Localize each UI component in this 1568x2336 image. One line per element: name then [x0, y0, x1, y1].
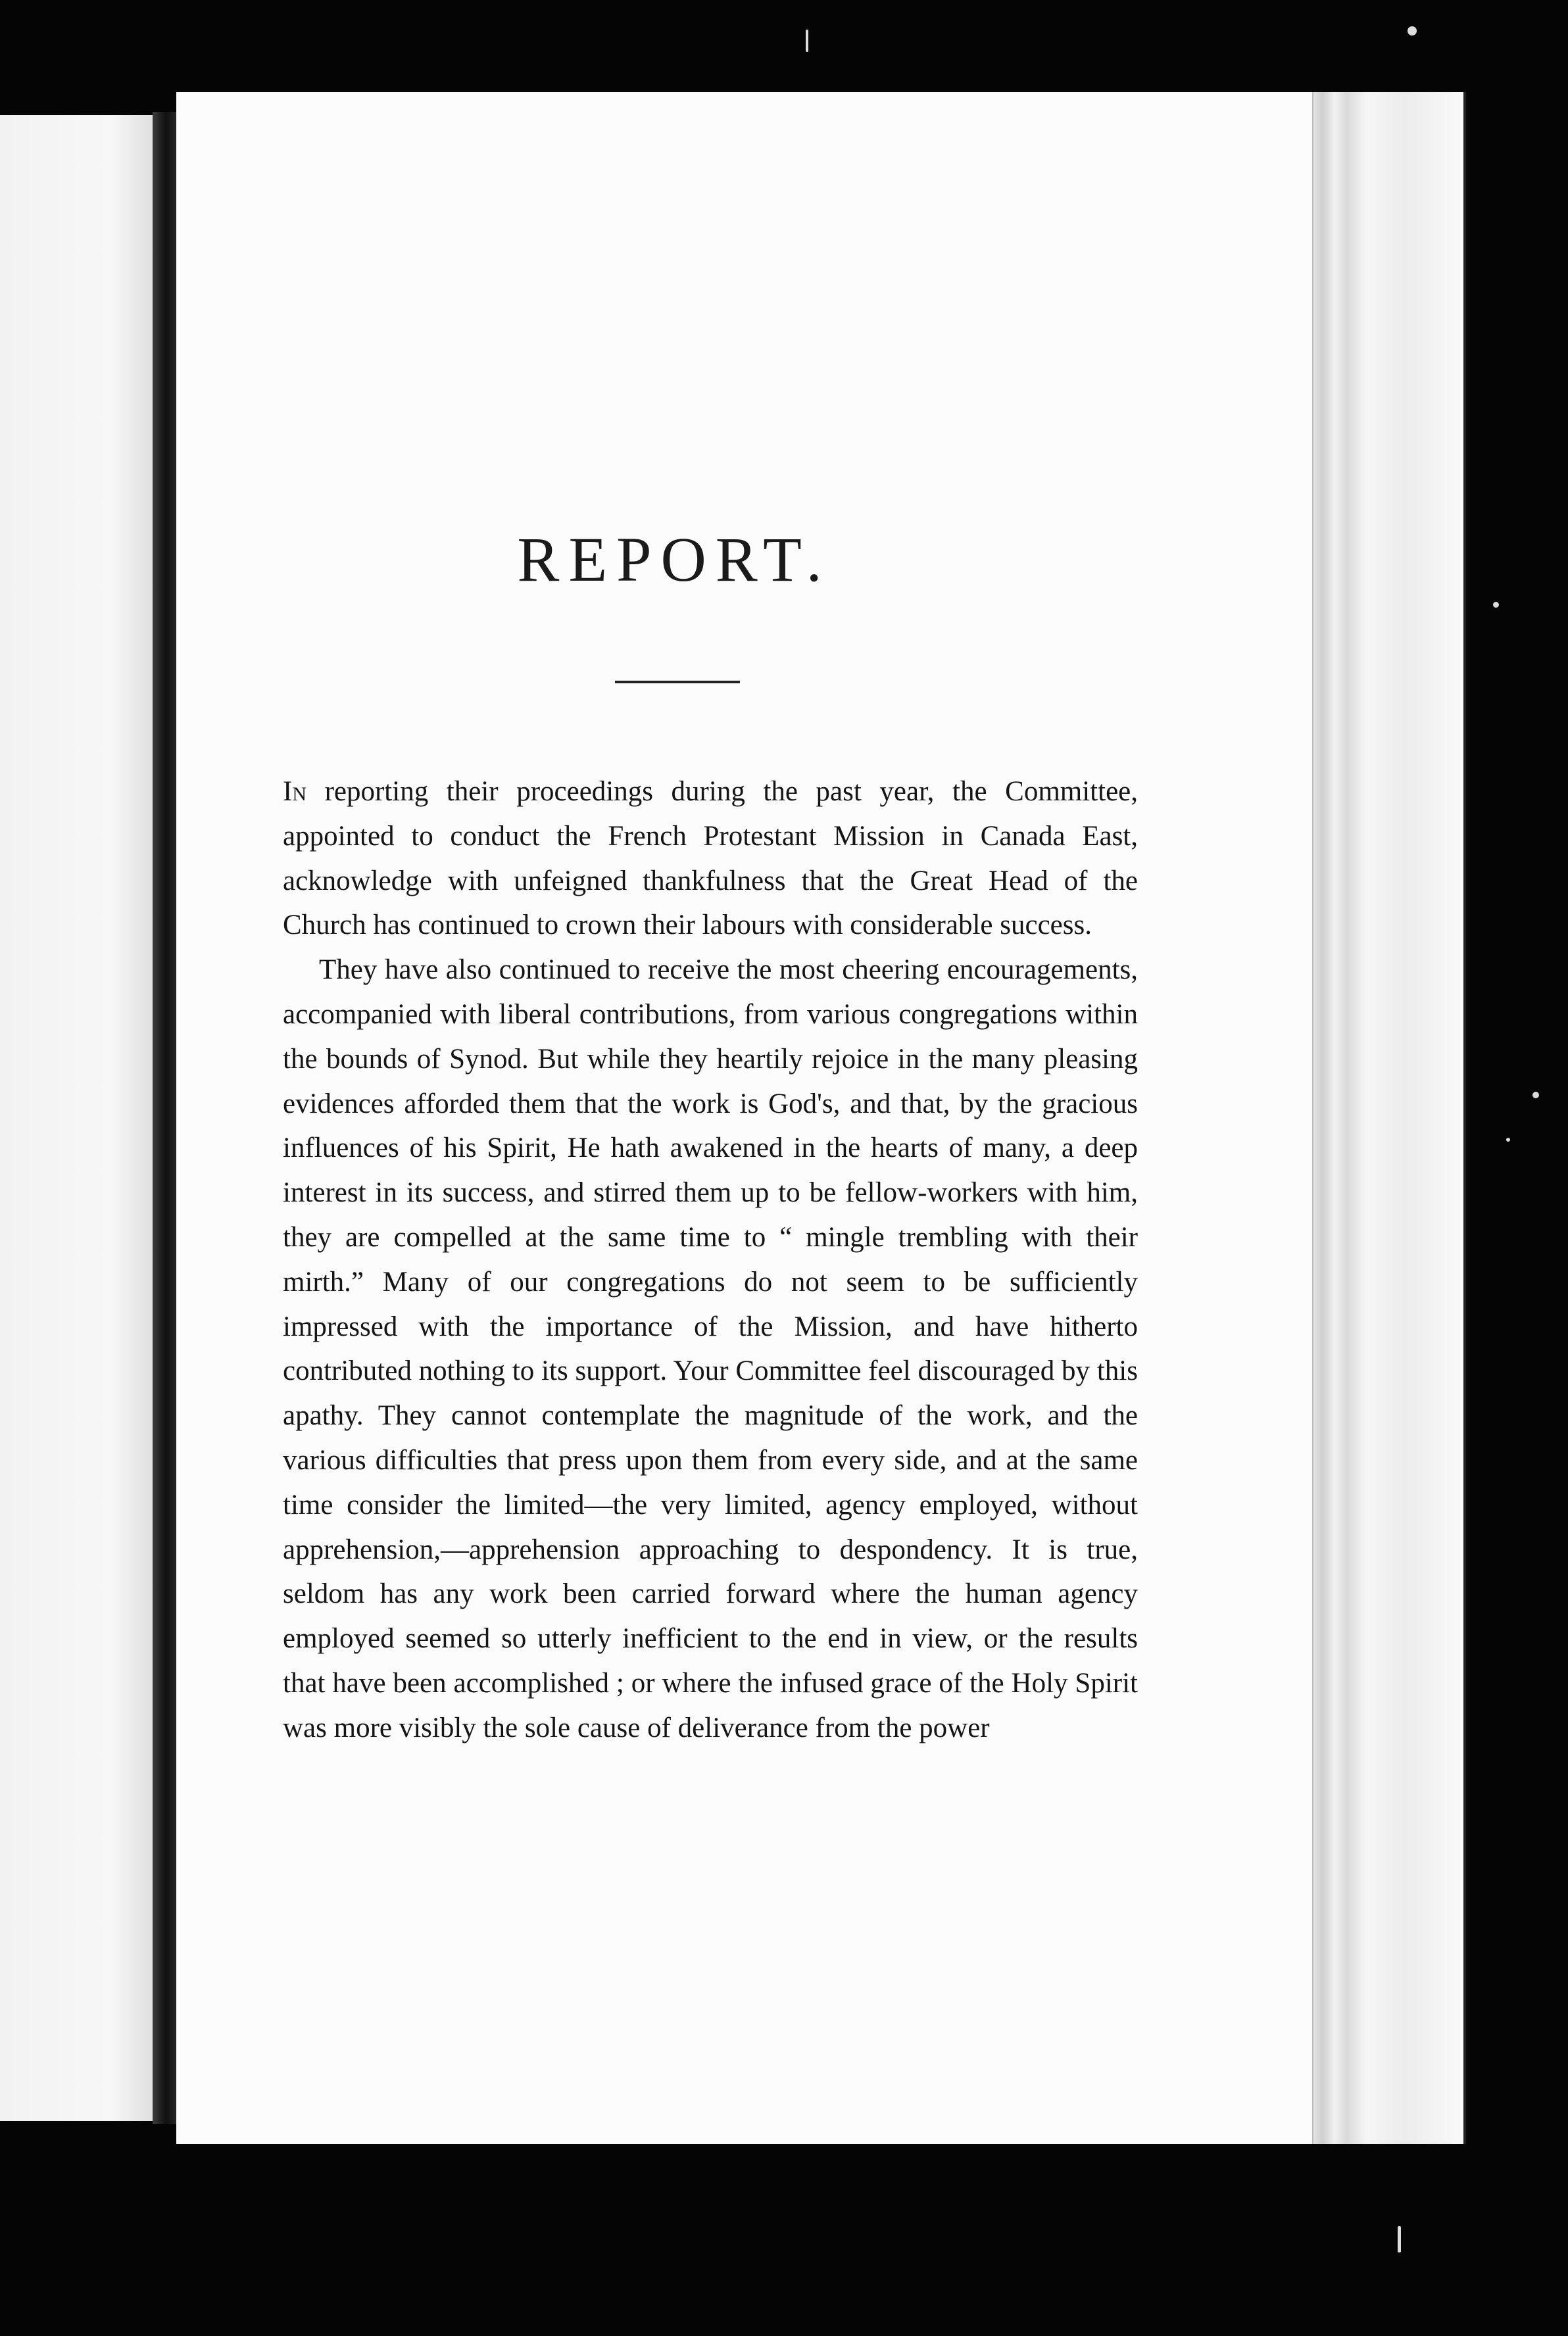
report-body	[283, 769, 1138, 1751]
facing-page-edge	[0, 115, 158, 2121]
paragraph-1	[283, 769, 1138, 948]
scan-speck	[1493, 602, 1499, 608]
page-stack-shadow	[1463, 92, 1466, 2144]
paragraph-1-text: reporting their proceedings during the past year, the Committee, appointed to conduct the French Protestant Mission in Canada East, acknowledge with unfeigned thankfulness that the Great Head of the Church has continued to crown their labours with considerable success.	[283, 776, 1138, 941]
paragraph-2-text: They have also continued to receive the most cheering encouragements, accompanied with liberal contributions, from various congregations within the bounds of Synod. But while they heartily rejoice in the many pleasing evidences afforded them that the work is God's, and that, by the gracious influences of his Spirit, He hath awakened in the hearts of many, a deep interest in its success, and stirred them up to be fellow-workers with him, they are compelled at the same time to “ mingle trembling with their mirth.” Many of our congregations do not seem to be sufficiently impressed with the importance of the Mission, and have hitherto contributed nothing to its support. Your Committee feel discouraged by this apathy. They cannot contemplate the magnitude of the work, and the various difficulties that press upon them from every side, and at the same time consider the limited—the very limited, agency employed, without apprehension,—apprehension approaching to despondency. It is true, seldom has any work been carried forward where the human agency employed seemed so utterly inefficient to the end in view, or the results that have been accomplished ; or where the infused grace of the Holy Spirit was more visibly the sole cause of deliverance from the power	[283, 954, 1138, 1743]
page-stack-edge	[1312, 92, 1465, 2144]
title-rule	[615, 681, 740, 683]
scan-speck	[1532, 1092, 1539, 1098]
paragraph-2	[283, 948, 1138, 1750]
book-gutter	[153, 112, 179, 2124]
scan-speck	[806, 30, 808, 52]
page-title: REPORT.	[517, 524, 831, 595]
scan-speck	[1506, 1138, 1510, 1142]
scan-speck	[1398, 2226, 1401, 2252]
opening-word: In	[283, 776, 306, 807]
scan-speck	[1408, 26, 1417, 36]
